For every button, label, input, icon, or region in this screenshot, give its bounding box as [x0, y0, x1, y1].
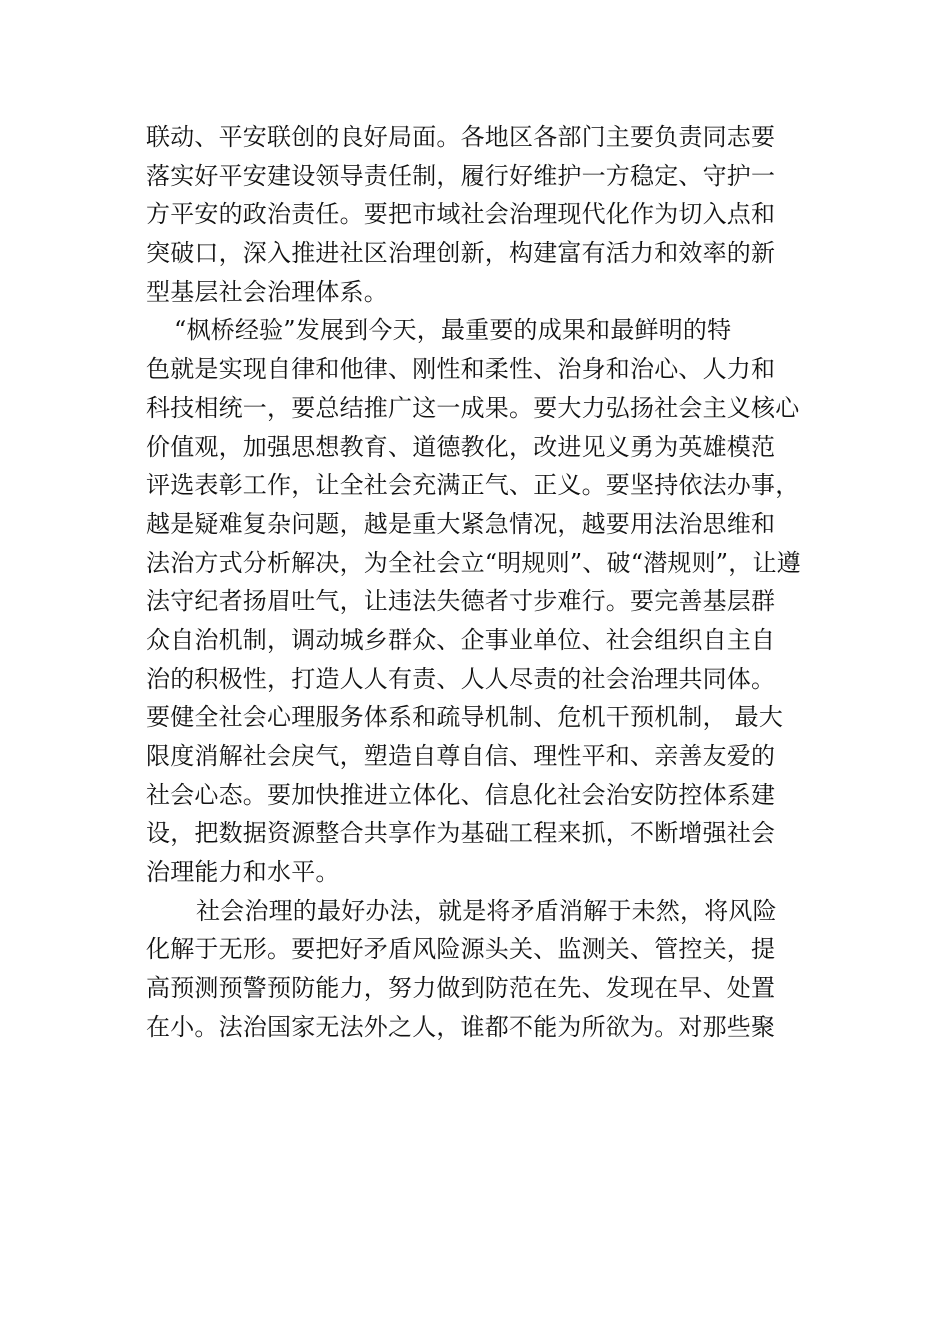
paragraph-3-line-4: 在小。法治国家无法外之人，谁都不能为所欲为。对那些聚	[146, 1012, 776, 1041]
paragraph-2-line-2: 色就是实现自律和他律、刚性和柔性、治身和治心、人力和	[146, 355, 776, 384]
paragraph-1-line-2: 落实好平安建设领导责任制，履行好维护一方稳定、守护一	[146, 161, 776, 190]
paragraph-2-line-10: 治的积极性，打造人人有责、人人尽责的社会治理共同体。	[146, 664, 776, 693]
paragraph-2-line-7: 法治方式分析解决，为全社会立“明规则”、破“潜规则”，让遵	[146, 548, 801, 577]
paragraph-1-line-1: 联动、平安联创的良好局面。各地区各部门主要负责同志要	[146, 123, 776, 151]
body-text	[146, 118, 826, 1047]
paragraph-2-line-14: 设，把数据资源整合共享作为基础工程来抓，不断增强社会	[146, 819, 776, 848]
paragraph-3-line-1: 社会治理的最好办法，就是将矛盾消解于未然，将风险	[196, 896, 777, 925]
paragraph-3-line-3: 高预测预警预防能力，努力做到防范在先、发现在早、处置	[146, 974, 776, 1003]
paragraph-2-line-1: “枫桥经验”发展到今天，最重要的成果和最鲜明的特	[174, 316, 732, 345]
paragraph-2-line-6: 越是疑难复杂问题，越是重大紧急情况，越要用法治思维和	[146, 509, 776, 538]
paragraph-2-line-3: 科技相统一，要总结推广这一成果。要大力弘扬社会主义核心	[146, 393, 800, 422]
paragraph-2-line-12: 限度消解社会戾气，塑造自尊自信、理性平和、亲善友爱的	[146, 742, 776, 770]
paragraph-1-line-4: 突破口，深入推进社区治理创新，构建富有活力和效率的新	[146, 239, 776, 268]
paragraph-2-line-4: 价值观，加强思想教育、道德教化，改进见义勇为英雄模范	[146, 432, 776, 461]
paragraph-1-line-3: 方平安的政治责任。要把市域社会治理现代化作为切入点和	[146, 200, 776, 229]
paragraph-2-line-8: 法守纪者扬眉吐气，让违法失德者寸步难行。要完善基层群	[146, 587, 776, 616]
paragraph-3-line-2: 化解于无形。要把好矛盾风险源头关、监测关、管控关，提	[146, 935, 776, 964]
paragraph-1-line-5: 型基层社会治理体系。	[146, 277, 388, 306]
paragraph-2-line-15: 治理能力和水平。	[146, 858, 340, 887]
paragraph-2-line-11: 要健全社会心理服务体系和疏导机制、危机干预机制， 最大	[146, 703, 784, 732]
paragraph-2-line-5: 评选表彰工作，让全社会充满正气、正义。要坚持依法办事，	[146, 471, 800, 500]
paragraph-2-line-13: 社会心态。要加快推进立体化、信息化社会治安防控体系建	[146, 780, 776, 809]
paragraph-2-line-9: 众自治机制，调动城乡群众、企事业单位、社会组织自主自	[146, 625, 776, 654]
